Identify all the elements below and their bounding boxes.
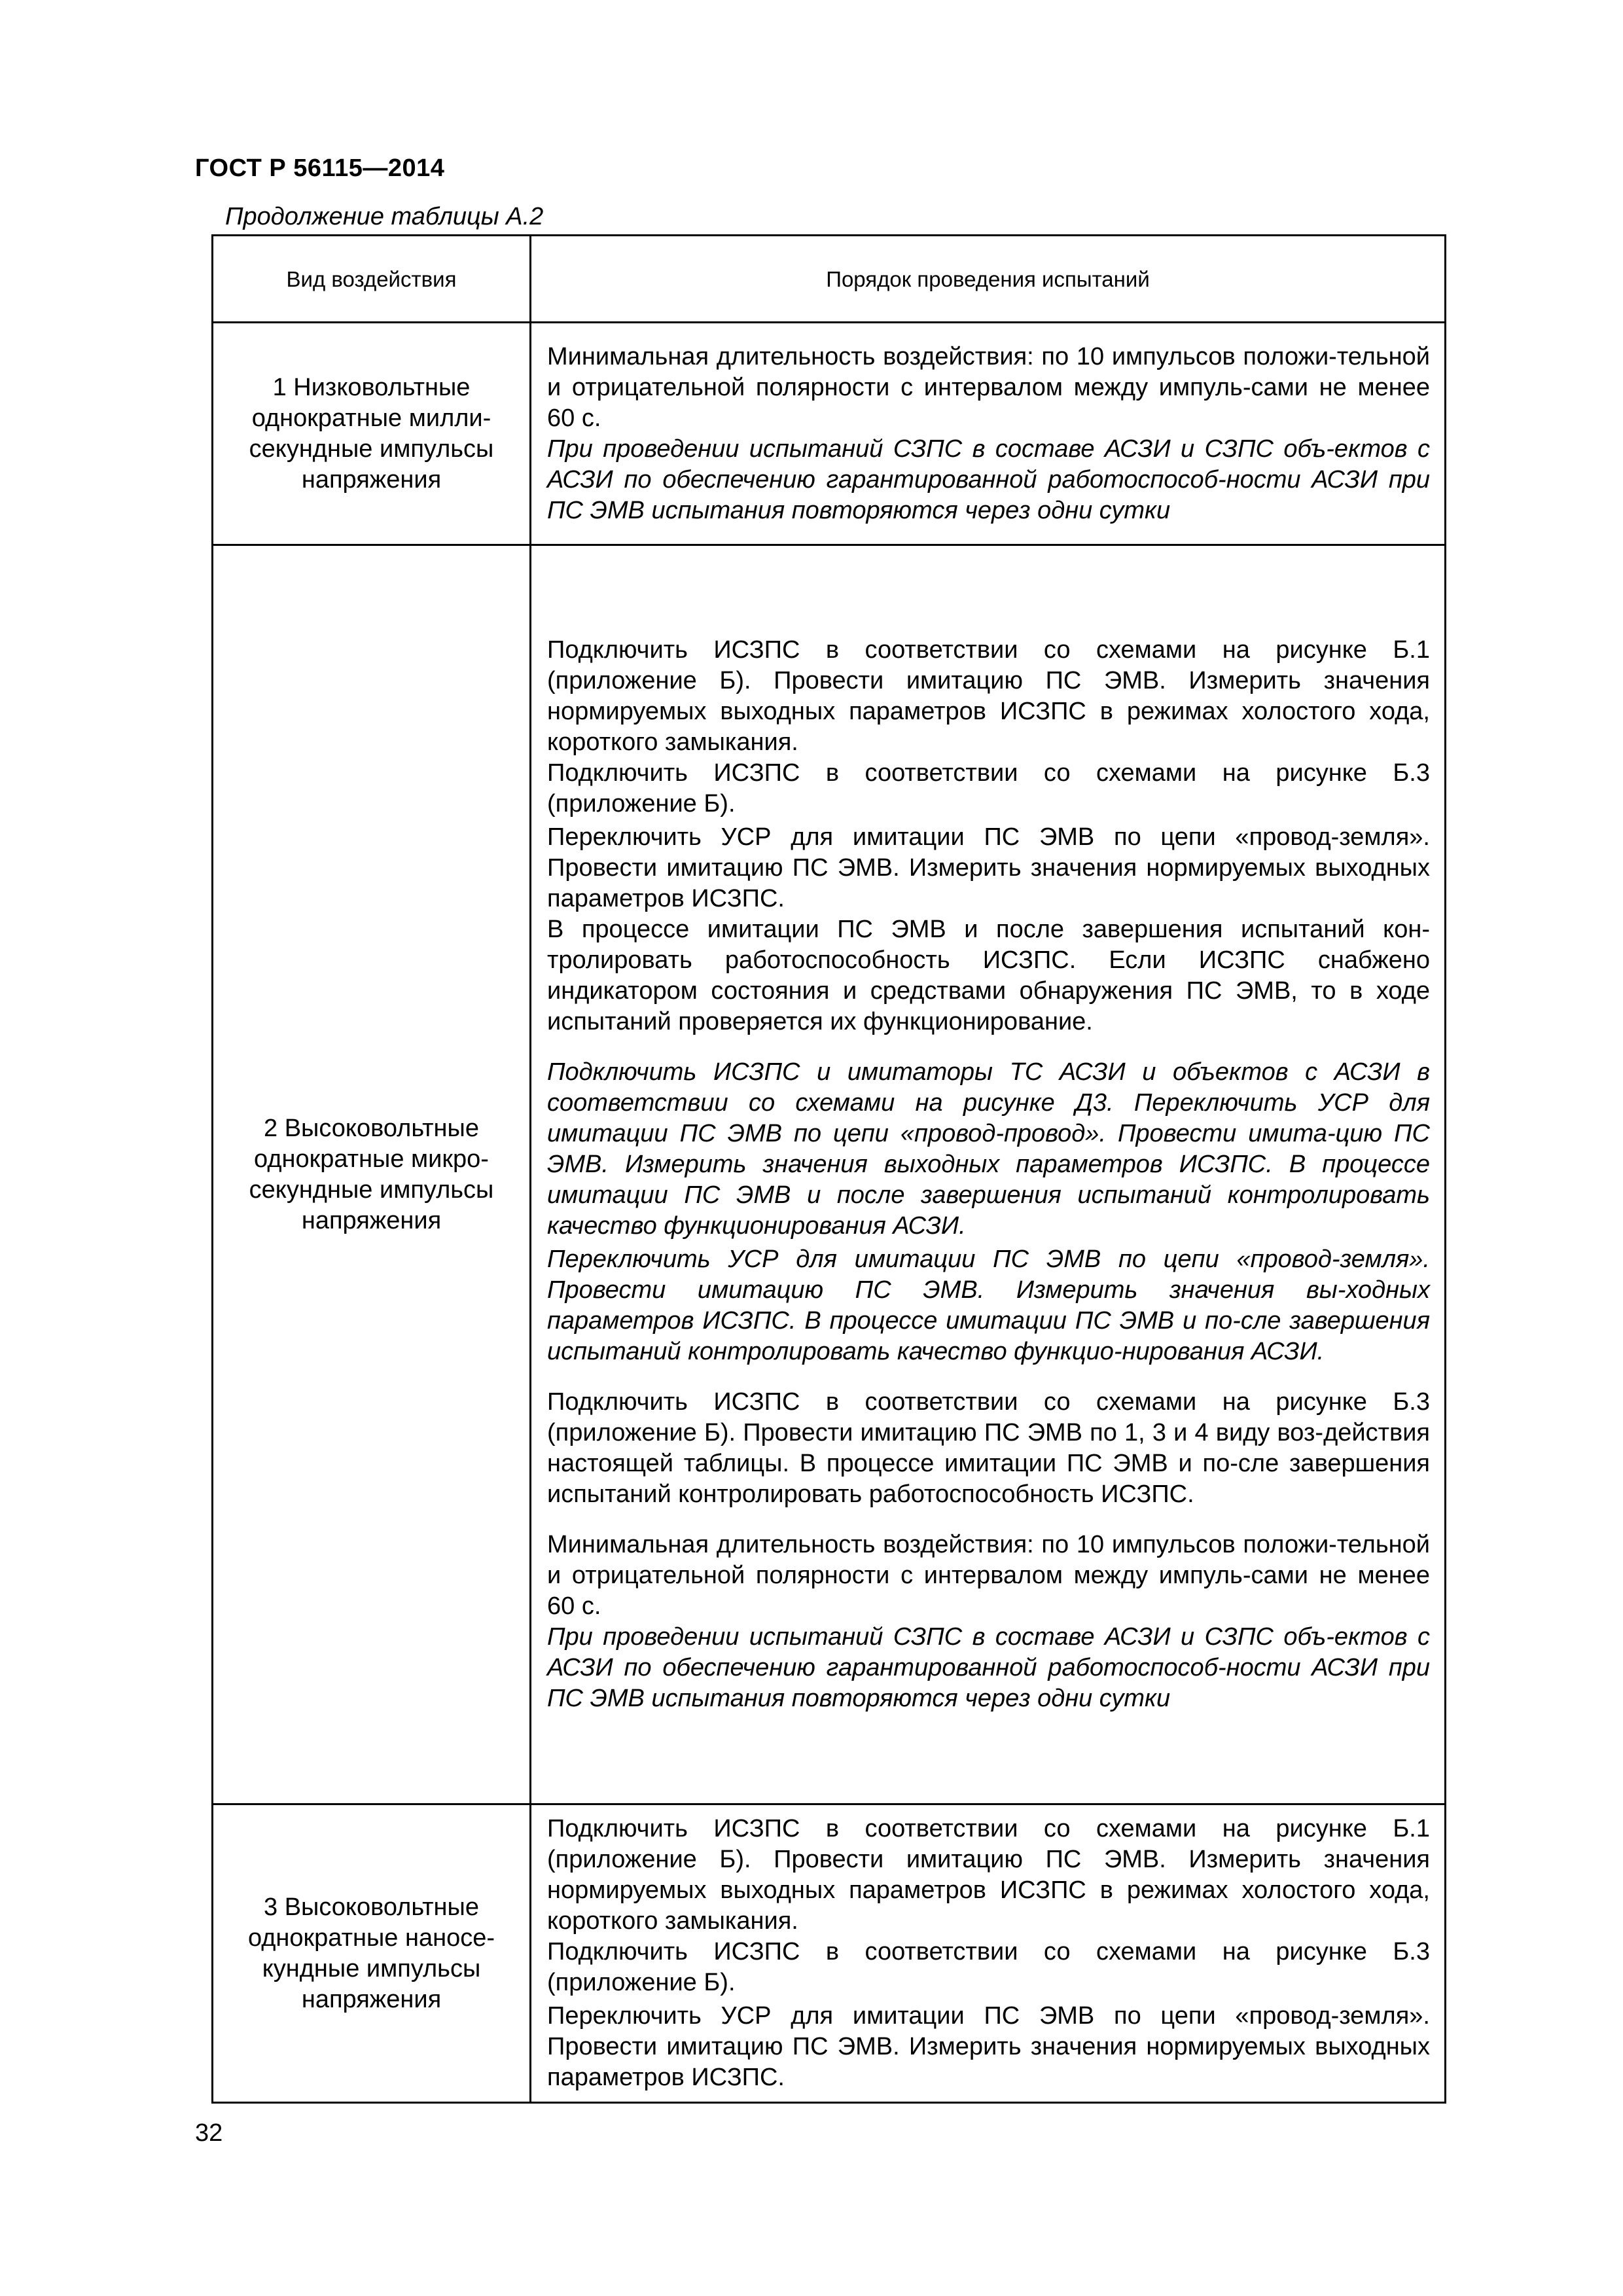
table-row [213,545,1446,1804]
page-number: 32 [195,2119,223,2147]
procedure-paragraph: При проведении испытаний СЗПС в составе АСЗИ и СЗПС объ-ектов с АСЗИ по обеспечению гарантированной работоспособ-ности АСЗИ при ПС ЭМВ испытания повторяются через одни сутки [547,435,1430,524]
procedure-paragraph: Переключить УСР для имитации ПС ЭМВ по цепи «провод-земля». Провести имитацию ПС ЭМВ. Измерить значения нормируемых выходных параметров ИСЗПС. [547,2002,1430,2091]
procedure-cell [531,545,1446,1804]
test-procedure-table [211,234,1446,2104]
table-header-row [213,236,1446,323]
procedure-paragraph: Подключить ИСЗПС и имитаторы ТС АСЗИ и объектов с АСЗИ в соответствии со схемами на рисунке Д3. Переключить УСР для имитации ПС ЭМВ по цепи «провод-провод». Провести имита-цию ПС ЭМВ. Измерить значения выходных параметров ИСЗПС. В процессе имитации ПС ЭМВ и после завершения испытаний контролировать качество функционирования АСЗИ. [547,1058,1430,1240]
procedure-paragraph: Переключить УСР для имитации ПС ЭМВ по цепи «провод-земля». Провести имитацию ПС ЭМВ. Измерить значения нормируемых выходных параметров ИСЗПС. [547,823,1430,912]
impact-type-cell: 2 Высоковольтные однократные микро-секундные импульсы напряжения [213,545,531,1804]
header-impact-type: Вид воздействия [213,236,531,323]
procedure-paragraph: Подключить ИСЗПС в соответствии со схемами на рисунке Б.3 (приложение Б). Провести имитацию ПС ЭМВ по 1, 3 и 4 виду воз-действия настоящей таблицы. В процессе имитации ПС ЭМВ и по-сле завершения испытаний контролировать работоспособность ИСЗПС. [547,1388,1430,1508]
procedure-paragraph: Подключить ИСЗПС в соответствии со схемами на рисунке Б.3 (приложение Б). [547,1938,1430,1996]
procedure-paragraph: Подключить ИСЗПС в соответствии со схемами на рисунке Б.3 (приложение Б). [547,759,1430,817]
procedure-paragraph: При проведении испытаний СЗПС в составе АСЗИ и СЗПС объ-ектов с АСЗИ по обеспечению гарантированной работоспособ-ности АСЗИ при ПС ЭМВ испытания повторяются через одни сутки [547,1623,1430,1712]
table-continuation-caption: Продолжение таблицы А.2 [225,203,544,230]
procedure-cell [531,1804,1446,2103]
table-row [213,323,1446,545]
impact-type-cell: 1 Низковольтные однократные милли-секундные импульсы напряжения [213,323,531,545]
procedure-paragraph: Минимальная длительность воздействия: по 10 импульсов положи-тельной и отрицательной полярности с интервалом между импуль-сами не менее 60 с. [547,1531,1430,1620]
document-title: ГОСТ Р 56115—2014 [195,154,445,182]
procedure-cell [531,323,1446,545]
procedure-paragraph: Подключить ИСЗПС в соответствии со схемами на рисунке Б.1 (приложение Б). Провести имитацию ПС ЭМВ. Измерить значения нормируемых выходных параметров ИСЗПС в режимах холостого хода, короткого замыкания. [547,636,1430,756]
table-row [213,1804,1446,2103]
header-test-procedure: Порядок проведения испытаний [531,236,1446,323]
procedure-paragraph: Минимальная длительность воздействия: по 10 импульсов положи-тельной и отрицательной полярности с интервалом между импуль-сами не менее 60 с. [547,342,1430,432]
procedure-paragraph: Подключить ИСЗПС в соответствии со схемами на рисунке Б.1 (приложение Б). Провести имитацию ПС ЭМВ. Измерить значения нормируемых выходных параметров ИСЗПС в режимах холостого хода, короткого замыкания. [547,1815,1430,1935]
impact-type-cell: 3 Высоковольтные однократные наносе-кундные импульсы напряжения [213,1804,531,2103]
procedure-paragraph: Переключить УСР для имитации ПС ЭМВ по цепи «провод-земля». Провести имитацию ПС ЭМВ. Измерить значения вы-ходных параметров ИСЗПС. В процессе имитации ПС ЭМВ и по-сле завершения испытаний контролировать качество функцио-нирования АСЗИ. [547,1246,1430,1365]
procedure-paragraph: В процессе имитации ПС ЭМВ и после завершения испытаний кон-тролировать работоспособность ИСЗПС. Если ИСЗПС снабжено индикатором состояния и средствами обнаружения ПС ЭМВ, то в ходе испытаний проверяется их функционирование. [547,916,1430,1035]
